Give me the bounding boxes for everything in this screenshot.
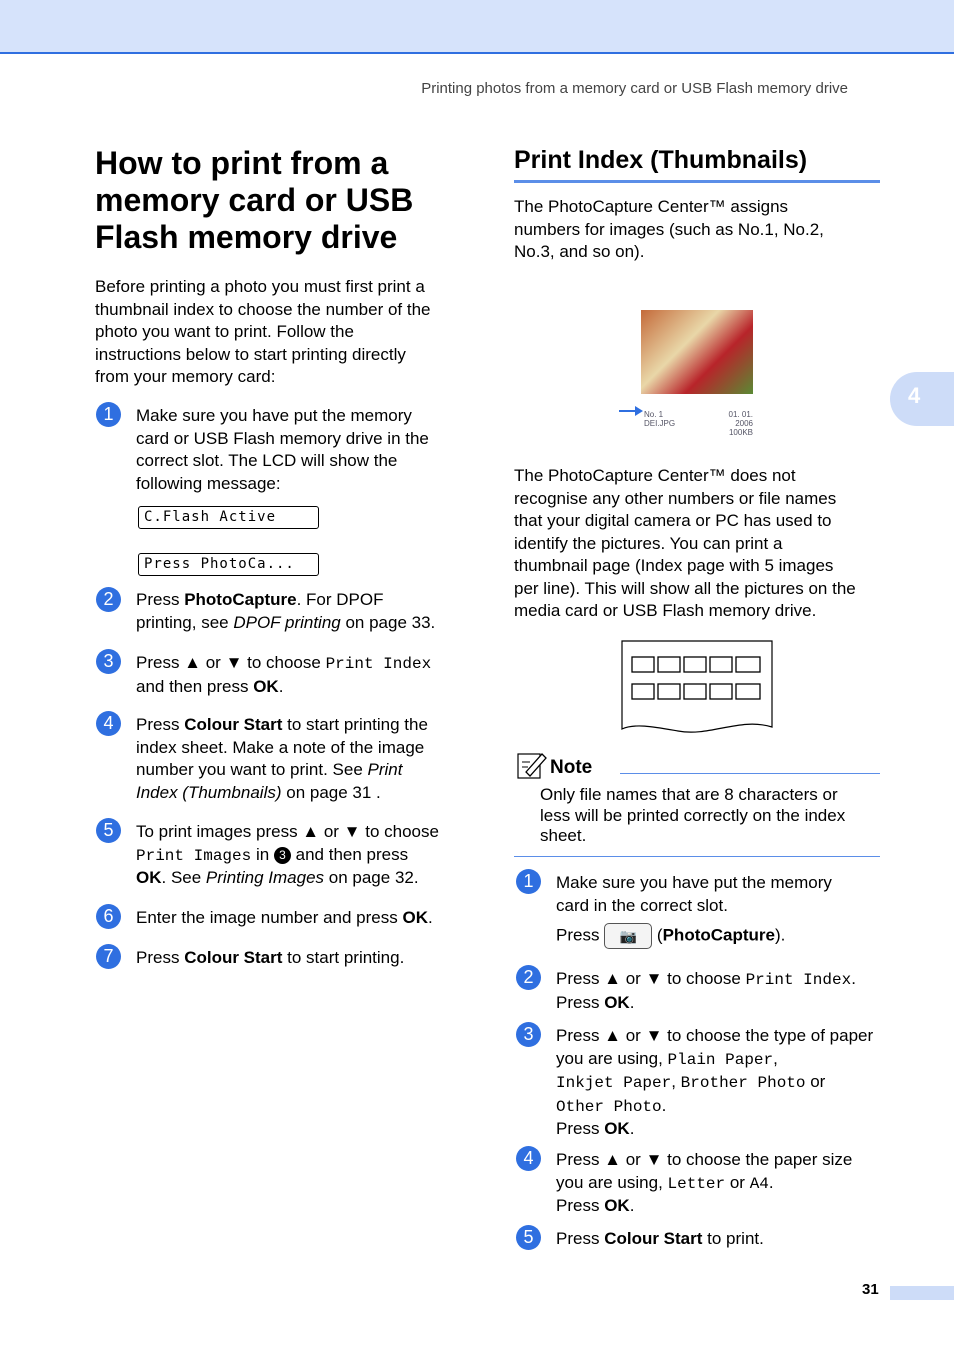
divider: [514, 856, 880, 857]
step-number: 4: [516, 1146, 541, 1171]
step-6: [136, 907, 476, 930]
index-sheet-illustration: [620, 639, 776, 737]
chapter-tab: [890, 372, 954, 426]
text: OK: [604, 1119, 630, 1138]
menu-option: Plain Paper: [667, 1050, 774, 1069]
menu-option: Inkjet Paper: [556, 1074, 672, 1092]
text: number you want to print. See: [136, 760, 368, 779]
step-5: [136, 821, 466, 890]
line: Only file names that are 8 characters or: [540, 785, 838, 804]
section-heading: Print Index (Thumbnails): [514, 146, 880, 183]
text: Press: [556, 1119, 605, 1138]
text: and then press: [290, 844, 409, 864]
divider: [620, 773, 880, 774]
text: to start printing the: [282, 715, 428, 734]
text: PhotoCapture: [662, 925, 775, 945]
intro-line: thumbnail index to choose the number of the: [95, 299, 431, 319]
right-step-1: [556, 872, 886, 949]
text: .: [768, 1172, 774, 1192]
text: in: [251, 844, 274, 864]
photo-caption: [712, 410, 753, 437]
text: Enter the image number and press: [136, 908, 403, 927]
caption-text: DEI.JPG: [644, 419, 676, 428]
text: Press: [136, 948, 185, 967]
step-2: [136, 589, 466, 634]
line: per line). This will show all the pictures on the: [514, 578, 856, 598]
text: card in the correct slot.: [556, 895, 728, 915]
step-number: 7: [96, 944, 121, 969]
text: Press ▲ or ▼ to choose the paper size: [556, 1150, 853, 1169]
right-step-5: [556, 1228, 886, 1251]
step-line: Make sure you have put the memory: [136, 406, 412, 425]
lcd-message: C.Flash Active: [138, 506, 319, 529]
text: to print.: [702, 1229, 764, 1248]
intro-line: instructions below to start printing directly: [95, 344, 406, 364]
menu-option: Print Index: [745, 971, 852, 989]
text: OK: [604, 1196, 630, 1215]
step-number: 3: [96, 649, 121, 674]
line: recognise any other numbers or file names: [514, 488, 837, 508]
text: to start printing.: [282, 948, 405, 967]
menu-option: Other Photo: [556, 1097, 662, 1116]
arrow-icon: [619, 406, 643, 416]
text: OK: [253, 676, 279, 696]
step-number: 5: [96, 818, 121, 843]
intro-line: photo you want to print. Follow the: [95, 322, 354, 341]
step-line: card or USB Flash memory drive in the: [136, 428, 429, 448]
chapter-number: 4: [908, 383, 921, 408]
note-body: [540, 785, 880, 847]
running-head: Printing photos from a memory card or USB Flash memory drive: [421, 80, 848, 97]
link-text[interactable]: DPOF printing: [233, 612, 341, 632]
text: Press: [556, 1196, 605, 1215]
right-step-3: [556, 1025, 886, 1141]
step-number: 1: [96, 402, 121, 427]
step-4: [136, 714, 466, 804]
text: or: [805, 1072, 826, 1091]
lcd-message: Press PhotoCa...: [138, 553, 319, 576]
right-step-2: [556, 968, 886, 1014]
line: identify the pictures. You can print a: [514, 533, 783, 553]
page-number: 31: [862, 1281, 879, 1298]
text: and then press: [136, 676, 254, 696]
line: thumbnail page (Index page with 5 images: [514, 556, 834, 575]
text: .: [851, 969, 856, 988]
step-number: 2: [96, 587, 121, 612]
paragraph: [514, 196, 884, 264]
note-title: Note: [550, 757, 593, 778]
top-banner: [0, 0, 954, 54]
note-pencil-icon: [516, 750, 548, 780]
text: on page 32.: [324, 868, 419, 887]
step-number: 2: [516, 965, 541, 990]
intro-line: Before printing a photo you must first print a: [95, 277, 425, 296]
intro-paragraph: [95, 276, 465, 389]
link-text[interactable]: Printing Images: [205, 868, 325, 887]
paragraph: [514, 465, 884, 623]
text: .: [629, 1196, 635, 1215]
text: .: [427, 908, 433, 927]
step-line: following message:: [136, 473, 281, 493]
text: Press ▲ or ▼ to choose: [136, 653, 326, 672]
photo-caption: [644, 410, 675, 428]
right-step-4: [556, 1149, 886, 1218]
text: you are using,: [556, 1048, 668, 1068]
link-text[interactable]: Index (Thumbnails): [136, 782, 282, 802]
text: To print images press ▲ or ▼ to choose: [136, 822, 439, 841]
title-line: How to print from a: [95, 145, 389, 181]
text: ).: [774, 925, 786, 945]
text: Press: [136, 590, 185, 609]
page-title: [95, 145, 475, 256]
menu-option: Brother Photo: [680, 1074, 806, 1092]
line: that your digital camera or PC has used to: [514, 511, 832, 530]
text: OK: [136, 868, 162, 887]
menu-option: Print Index: [325, 655, 432, 673]
text: printing, see: [136, 612, 234, 632]
title-line: memory card or USB: [95, 182, 414, 218]
line: media card or USB Flash memory drive.: [514, 601, 817, 620]
caption-text: No. 1: [644, 410, 664, 419]
caption-text: 01. 01. 2006: [728, 410, 753, 428]
text: . For DPOF: [296, 590, 384, 609]
line: less will be printed correctly on the index: [540, 805, 846, 825]
step-number: 1: [516, 869, 541, 894]
line: The PhotoCapture Center™ does not: [514, 466, 796, 485]
text: index sheet. Make a note of the image: [136, 737, 425, 757]
link-text[interactable]: Print: [367, 760, 403, 779]
step-line: correct slot. The LCD will show the: [136, 451, 398, 470]
text: .: [278, 676, 284, 696]
text: on page 33.: [340, 612, 436, 632]
step-number: 5: [516, 1225, 541, 1250]
text: Make sure you have put the memory: [556, 873, 832, 892]
text: (: [656, 925, 663, 945]
step-7: [136, 947, 476, 970]
text: you are using,: [556, 1172, 668, 1192]
text: ,: [773, 1048, 778, 1068]
text: Press: [556, 992, 605, 1012]
text: Press: [136, 715, 185, 734]
text: Colour Start: [184, 948, 283, 967]
step-number: 3: [516, 1022, 541, 1047]
text: .: [629, 992, 635, 1012]
title-line: Flash memory drive: [95, 219, 398, 255]
step-number: 6: [96, 904, 121, 929]
text: OK: [604, 992, 630, 1012]
text: OK: [402, 908, 428, 927]
caption-text: 100KB: [728, 428, 753, 437]
step-3: [136, 652, 466, 698]
text: Press: [556, 1229, 605, 1248]
text: PhotoCapture: [184, 590, 297, 609]
text: . See: [161, 868, 206, 887]
text: Press ▲ or ▼ to choose the type of paper: [556, 1026, 874, 1045]
line: No.3, and so on).: [514, 242, 645, 261]
step-ref: 3: [274, 847, 291, 864]
text: Colour Start: [604, 1229, 703, 1248]
step-1: [136, 405, 466, 495]
text: Colour Start: [184, 715, 283, 734]
text: .: [629, 1119, 635, 1138]
line: numbers for images (such as No.1, No.2,: [514, 219, 824, 239]
text: or: [725, 1172, 750, 1192]
text: .: [661, 1095, 667, 1115]
menu-option: Letter: [667, 1174, 726, 1193]
text: ,: [671, 1072, 681, 1091]
menu-option: A4: [749, 1174, 769, 1193]
page-bar: [890, 1286, 954, 1300]
step-number: 4: [96, 711, 121, 736]
line: The PhotoCapture Center™ assigns: [514, 197, 789, 216]
text: Press: [556, 925, 605, 945]
menu-option: Print Images: [136, 846, 252, 865]
intro-line: from your memory card:: [95, 367, 276, 386]
photocapture-key-icon: 📷: [604, 923, 652, 949]
text: Press ▲ or ▼ to choose: [556, 969, 746, 988]
line: sheet.: [540, 826, 587, 845]
thumbnail-photo: [641, 310, 753, 394]
text: on page 31 .: [281, 782, 381, 802]
